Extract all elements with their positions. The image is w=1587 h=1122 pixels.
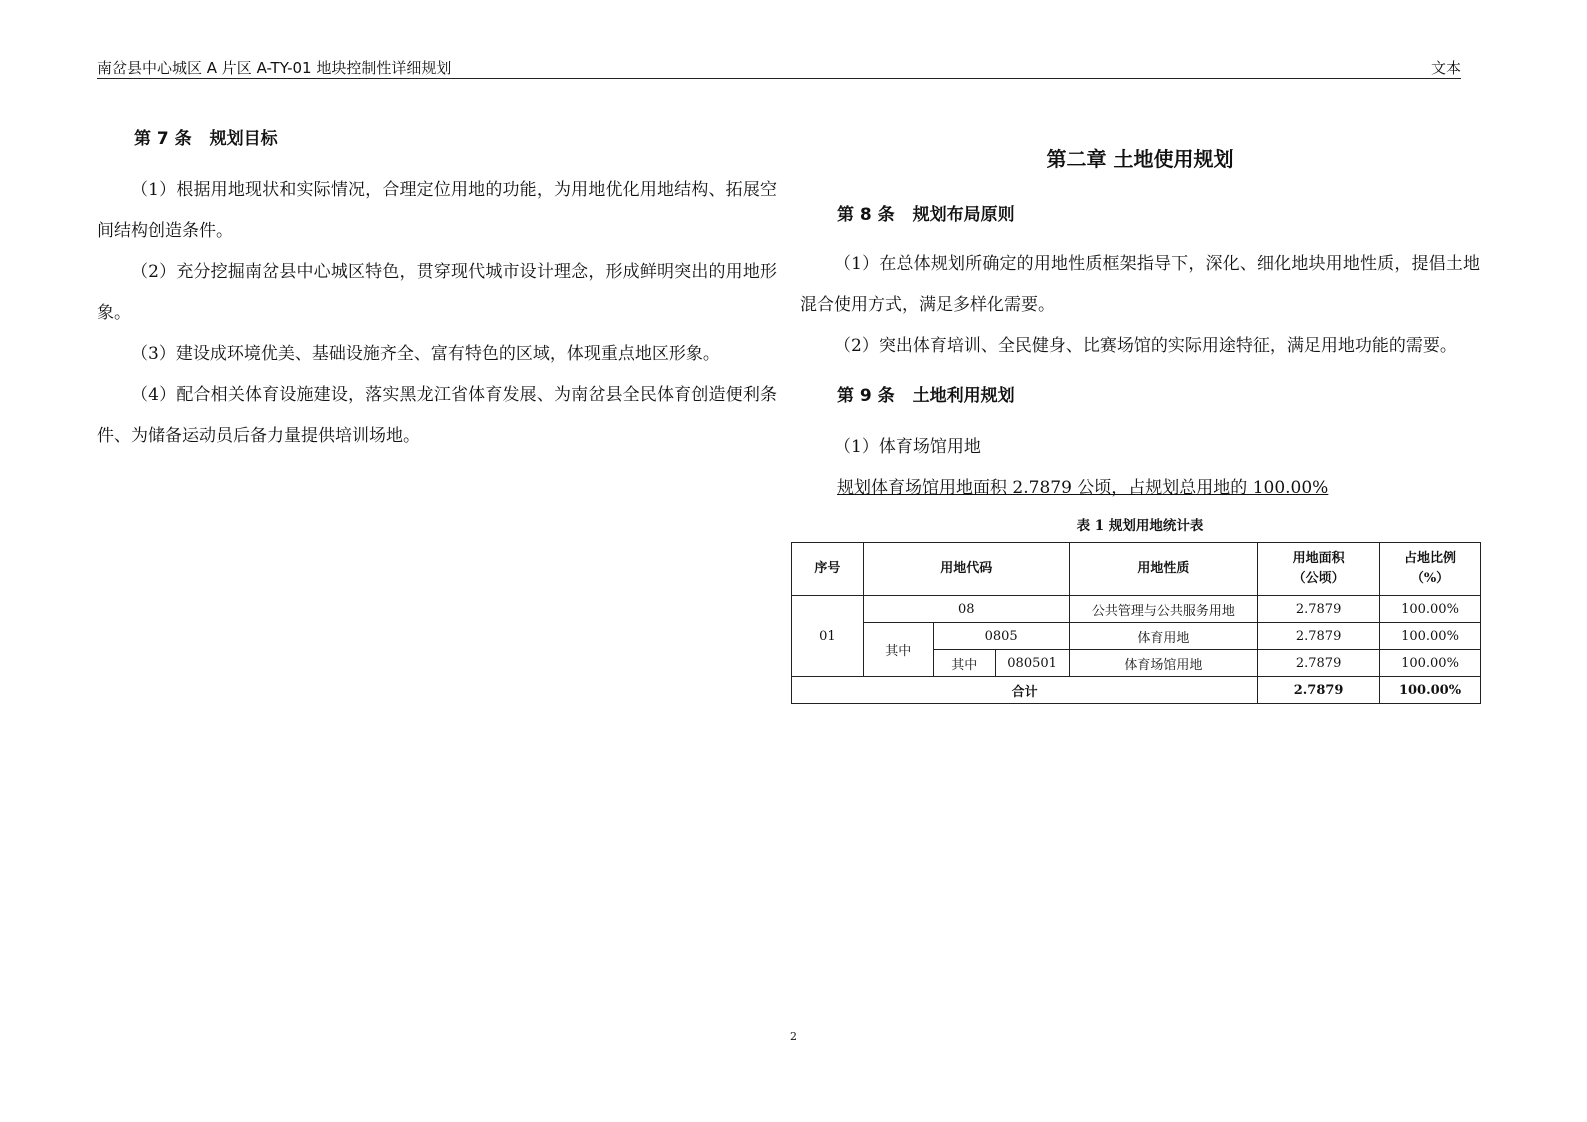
underlined-summary: 规划体育场馆用地面积 2.7879 公顷，占规划总用地的 100.00%: [837, 478, 1329, 498]
article-7-paragraph-4: （4）配合相关体育设施建设，落实黑龙江省体育发展、为南岔县全民体育创造便利条件、为储备运动员后备力量提供培训场地。: [97, 385, 777, 446]
row3-ratio: 100.00%: [1380, 650, 1481, 677]
row2-nature: 体育用地: [1069, 623, 1258, 650]
total-label: 合计: [792, 677, 1258, 704]
article-7-paragraph-3: （3）建设成环境优美、基础设施齐全、富有特色的区域，体现重点地区形象。: [131, 344, 720, 364]
header-nature: 用地性质: [1069, 543, 1258, 596]
row2-ratio: 100.00%: [1380, 623, 1481, 650]
article-7-title: [134, 124, 777, 158]
left-column: [97, 124, 777, 457]
row3-code: 080501: [995, 650, 1069, 677]
page-number: 2: [790, 1030, 797, 1043]
article-7-heading: 规划目标: [209, 129, 278, 149]
row2-label: 其中: [863, 623, 933, 677]
article-8-paragraph-2: （2）突出体育培训、全民健身、比赛场馆的实际用途特征，满足用地功能的需要。: [834, 336, 1457, 356]
table-row: [792, 596, 1481, 623]
row-seq: 01: [792, 596, 864, 677]
article-7-paragraph-1: （1）根据用地现状和实际情况，合理定位用地的功能，为用地优化用地结构、拓展空间结构创造条件。: [97, 180, 777, 241]
table-total-row: [792, 677, 1481, 704]
row3-label: 其中: [933, 650, 995, 677]
header-rule: [97, 78, 1461, 79]
total-area: 2.7879: [1258, 677, 1380, 704]
right-column: [800, 124, 1480, 704]
article-9-number: 第 9 条: [837, 386, 895, 406]
header-ratio-line2: （%）: [1410, 571, 1450, 586]
header-area: [1258, 543, 1380, 596]
header-area-line1: 用地面积: [1292, 551, 1345, 566]
chapter-title: 第二章 土地使用规划: [1046, 147, 1234, 171]
row3-nature: 体育场馆用地: [1069, 650, 1258, 677]
header-title: 南岔县中心城区 A 片区 A-TY-01 地块控制性详细规划: [97, 59, 452, 77]
header-label: 文本: [1430, 59, 1461, 77]
header-seq: 序号: [792, 543, 864, 596]
article-8-title: [837, 200, 1480, 234]
row2-area: 2.7879: [1258, 623, 1380, 650]
article-8-heading: 规划布局原则: [912, 205, 1015, 225]
table-row: [792, 623, 1481, 650]
header-ratio-line1: 占地比例: [1404, 551, 1457, 566]
article-8-paragraph-1: （1）在总体规划所确定的用地性质框架指导下，深化、细化地块用地性质，提倡土地混合使用方式，满足多样化需要。: [800, 254, 1480, 315]
article-7-paragraph-2: （2）充分挖掘南岔县中心城区特色，贯穿现代城市设计理念，形成鲜明突出的用地形象。: [97, 262, 777, 323]
header-code: 用地代码: [863, 543, 1069, 596]
row1-area: 2.7879: [1258, 596, 1380, 623]
article-9-title: [837, 381, 1480, 415]
row1-nature: 公共管理与公共服务用地: [1069, 596, 1258, 623]
table-caption: 表 1 规划用地统计表: [1076, 518, 1204, 534]
row1-ratio: 100.00%: [1380, 596, 1481, 623]
row1-code: 08: [863, 596, 1069, 623]
row2-code: 0805: [933, 623, 1069, 650]
article-9-item: （1）体育场馆用地: [834, 437, 981, 457]
table-header-row: [792, 543, 1481, 596]
article-7-number: 第 7 条: [134, 129, 192, 149]
header-ratio: [1380, 543, 1481, 596]
article-9-heading: 土地利用规划: [912, 386, 1015, 406]
total-ratio: 100.00%: [1380, 677, 1481, 704]
article-8-number: 第 8 条: [837, 205, 895, 225]
header-area-line2: （公顷）: [1292, 571, 1345, 586]
land-use-table: [791, 542, 1481, 704]
row3-area: 2.7879: [1258, 650, 1380, 677]
